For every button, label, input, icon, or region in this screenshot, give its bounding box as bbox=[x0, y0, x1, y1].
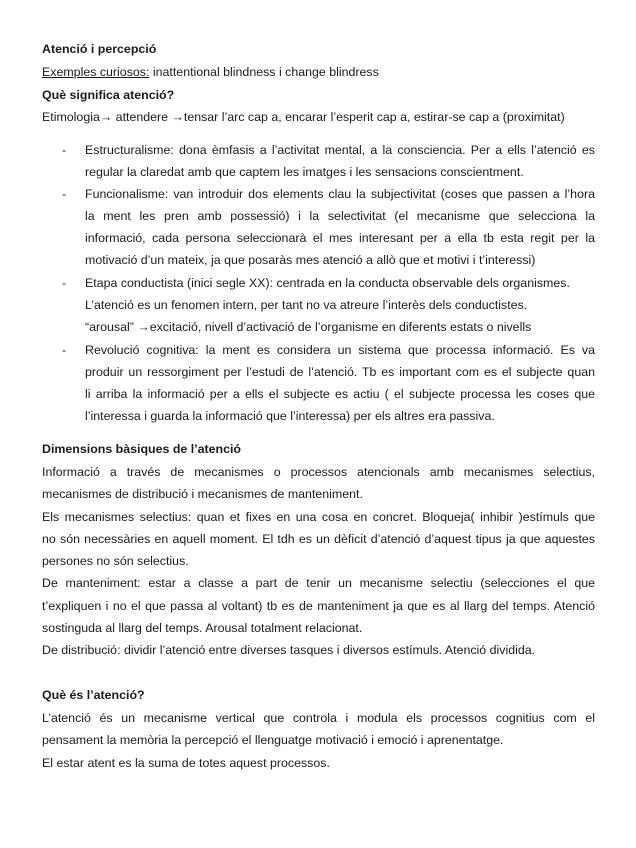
document-title: Atenció i percepció bbox=[42, 42, 157, 56]
paragraph-line: De distribució: dividir l’atenció entre diverses tasques i diversos estímuls. Atenció dividida. bbox=[42, 643, 536, 657]
paragraph-line: L’atenció és un mecanisme vertical que controla i modula els processos cognitius com el bbox=[42, 711, 595, 725]
paragraph-line: El estar atent es la suma de totes aquest processos. bbox=[42, 756, 330, 770]
paragraph-line: mecanismes de distribució i mecanismes de manteniment. bbox=[42, 487, 363, 501]
bullet-line: “arousal” →excitació, nivell d’activació de l’organisme en diferents estats o nivells bbox=[85, 320, 532, 334]
bullet-line: L’atenció es un fenomen intern, per tant no va atreure l’interès dels conductistes. bbox=[85, 298, 528, 312]
bullet-line: informació, cada persona seleccionarà el mes interesant per a ella tb esta regit per la bbox=[85, 231, 595, 245]
bullet-line: Etapa conductista (inici segle XX): centrada en la conducta observable dels organismes. bbox=[85, 276, 570, 290]
bullet-line: Funcionalisme: van introduir dos elements clau la subjectivitat (coses que passen a l’hora bbox=[85, 187, 595, 201]
examples-text: inattentional blindness i change blindress bbox=[149, 65, 379, 79]
bullet-marker: - bbox=[62, 343, 67, 357]
examples-line bbox=[42, 65, 379, 80]
bullet-line: regular la claredat amb que captem les imatges i les sensacions conscientment. bbox=[85, 165, 524, 179]
bullet-marker: - bbox=[62, 187, 67, 201]
paragraph-line: Els mecanismes selectius: quan et fixes en una cosa en concret. Bloqueja( inhibir )estímuls que bbox=[42, 510, 595, 524]
paragraph-line: Informació a través de mecanismes o processos atencionals amb mecanismes selectius, bbox=[42, 465, 595, 479]
bullet-line: li arriba la informació per a ells el subjecte es actiu ( el subjecte processa les coses que bbox=[85, 387, 595, 401]
bullet-line: Estructuralisme: dona èmfasis a l’activitat mental, a la consciencia. Per a ells l’atenció es bbox=[85, 143, 595, 157]
examples-label: Exemples curiosos: bbox=[42, 65, 150, 79]
heading-dimensions: Dimensions bàsiques de l’atenció bbox=[42, 442, 241, 456]
paragraph-line: no són necessàries en aquell moment. El tdh es un dèficit d’atenció d’aquest tipus ja que aquestes bbox=[42, 532, 595, 546]
bullet-line: Revolució cognitiva: la ment es considera un sistema que processa informació. Es va bbox=[85, 343, 595, 357]
paragraph-line: sostinguda al llarg del temps. Arousal totalment relacionat. bbox=[42, 621, 363, 635]
paragraph-line: De manteniment: estar a classe a part de tenir un mecanisme selectiu (selecciones el que bbox=[42, 576, 595, 590]
bullet-marker: - bbox=[62, 143, 67, 157]
paragraph-line: t’expliquen i no el que passa al voltant) tb es de manteniment ja que es al llarg del temps. Atenció bbox=[42, 599, 595, 613]
bullet-line: produir un ressorgiment per l’estudi de l’atenció. Tb es important com es el subjecte quan bbox=[85, 365, 595, 379]
bullet-line: motivació d’un mateix, ja que posaràs mes atenció a allò que et motivi i t’interessi) bbox=[85, 253, 536, 267]
etimologia-line: Etimologia→ attendere →tensar l’arc cap a, encarar l’esperit cap a, estirar-se cap a (proximitat) bbox=[42, 110, 565, 124]
paragraph-line: pensament la memòria la percepció el llenguatge motivació i emoció i aprenentatge. bbox=[42, 733, 504, 747]
paragraph-line: persones no són selectius. bbox=[42, 554, 189, 568]
bullet-line: l’interessa i guarda la informació que l’interessa) per els altres era passiva. bbox=[85, 409, 495, 423]
bullet-marker: - bbox=[62, 276, 67, 290]
bullet-line: la ment les pren amb possessió) i la selectivitat (el mecanisme que selecciona la bbox=[85, 209, 595, 223]
heading-que-es: Què és l’atenció? bbox=[42, 688, 145, 702]
heading-significa: Què significa atenció? bbox=[42, 88, 175, 102]
